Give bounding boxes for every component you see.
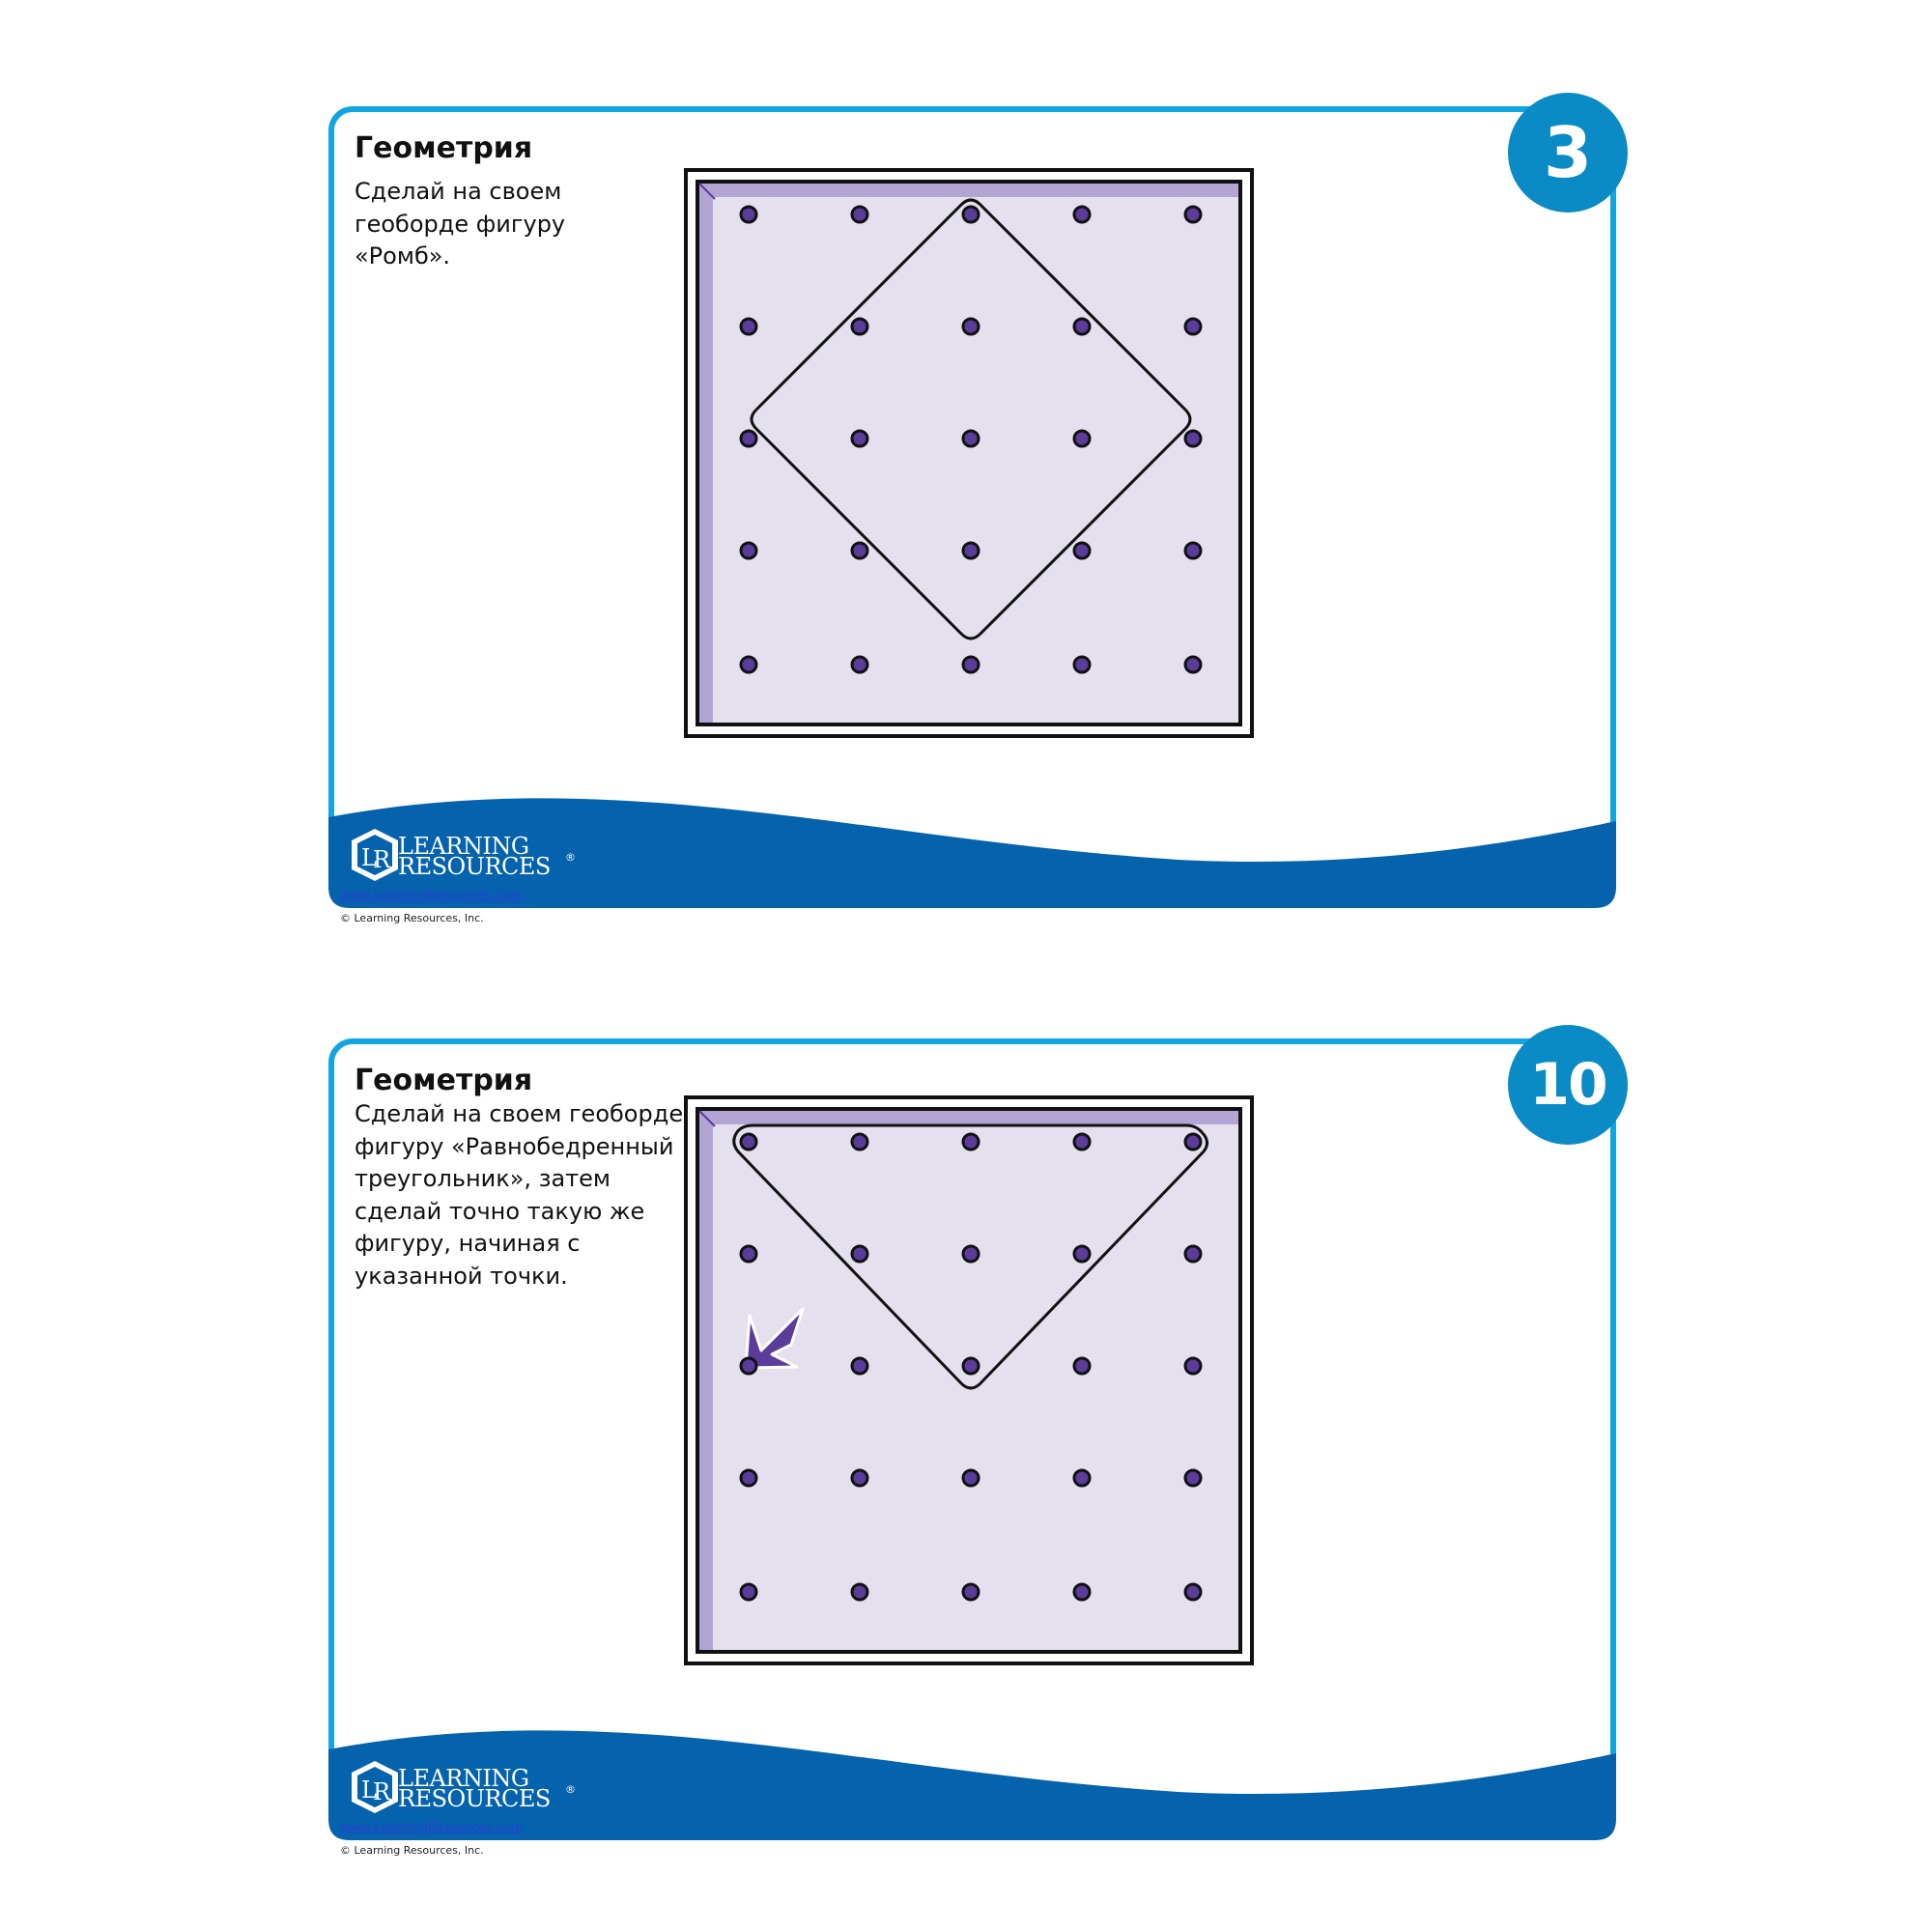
copyright-notice: © Learning Resources, Inc. (340, 912, 484, 924)
peg (852, 207, 867, 222)
peg (852, 543, 867, 558)
peg (741, 319, 756, 334)
learning-resources-cube-logo-icon (348, 1757, 402, 1819)
activity-card (328, 106, 1616, 924)
peg (963, 1358, 979, 1374)
peg (963, 543, 979, 558)
card-number-badge: 10 (1508, 1025, 1628, 1145)
peg (852, 319, 867, 334)
peg (1185, 1246, 1201, 1262)
peg (1185, 319, 1201, 334)
peg (1185, 431, 1201, 446)
brand-name-line1: LEARNING (398, 1765, 529, 1792)
card-title: Геометрия (355, 131, 533, 165)
peg (1185, 1470, 1201, 1486)
peg (963, 431, 979, 446)
peg (963, 1584, 979, 1600)
peg (741, 431, 756, 446)
brand-name-line2: RESOURCES (398, 853, 551, 880)
card-number-badge: 3 (1508, 93, 1628, 213)
geoboard (684, 168, 1254, 738)
geoboard (684, 1095, 1254, 1665)
brand-name-line1: LEARNING (398, 833, 529, 860)
peg (1185, 657, 1201, 672)
peg (1185, 1584, 1201, 1600)
activity-card (328, 1038, 1616, 1857)
peg (852, 1584, 867, 1600)
peg (963, 1134, 979, 1150)
peg (963, 657, 979, 672)
brand-name-line2: RESOURCES (398, 1785, 551, 1812)
peg (1185, 207, 1201, 222)
brand-logo (348, 1757, 580, 1819)
peg (741, 1134, 756, 1150)
svg-text:L: L (361, 844, 377, 871)
peg (741, 1246, 756, 1262)
peg (1074, 1470, 1090, 1486)
peg (852, 431, 867, 446)
website-link[interactable]: www.LearningResources.com (340, 1821, 524, 1835)
peg (963, 207, 979, 222)
peg (1074, 319, 1090, 334)
peg (1185, 1134, 1201, 1150)
peg (1185, 1358, 1201, 1374)
peg (852, 1134, 867, 1150)
learning-resources-cube-logo-icon (348, 825, 402, 887)
registered-mark: ® (565, 1783, 576, 1796)
peg (741, 1470, 756, 1486)
peg (852, 1358, 867, 1374)
peg (741, 207, 756, 222)
peg (1074, 543, 1090, 558)
peg (963, 319, 979, 334)
peg (741, 657, 756, 672)
peg (741, 1584, 756, 1600)
copyright-notice: © Learning Resources, Inc. (340, 1844, 484, 1857)
card-title: Геометрия (355, 1064, 533, 1097)
peg (1074, 1584, 1090, 1600)
svg-text:R: R (373, 846, 391, 873)
svg-text:L: L (361, 1776, 377, 1804)
peg (1074, 1246, 1090, 1262)
peg (852, 1246, 867, 1262)
peg (741, 543, 756, 558)
peg (1074, 207, 1090, 222)
peg (852, 1470, 867, 1486)
peg (1074, 1134, 1090, 1150)
card-instructions: Сделай на своем геоборде фигуру «Равнобедренный треугольник», затем сделай точно такую же фигуру, начиная с указанной точки. (355, 1100, 684, 1290)
brand-logo (348, 825, 580, 887)
peg (1074, 657, 1090, 672)
svg-text:R: R (373, 1778, 391, 1805)
peg (852, 657, 867, 672)
peg (741, 1358, 756, 1374)
registered-mark: ® (565, 851, 576, 864)
peg (1074, 431, 1090, 446)
website-link[interactable]: www.LearningResources.com (340, 889, 524, 903)
peg (963, 1470, 979, 1486)
peg (963, 1246, 979, 1262)
peg (1074, 1358, 1090, 1374)
card-instructions: Сделай на своем геоборде фигуру «Ромб». (355, 178, 566, 270)
peg (1185, 543, 1201, 558)
